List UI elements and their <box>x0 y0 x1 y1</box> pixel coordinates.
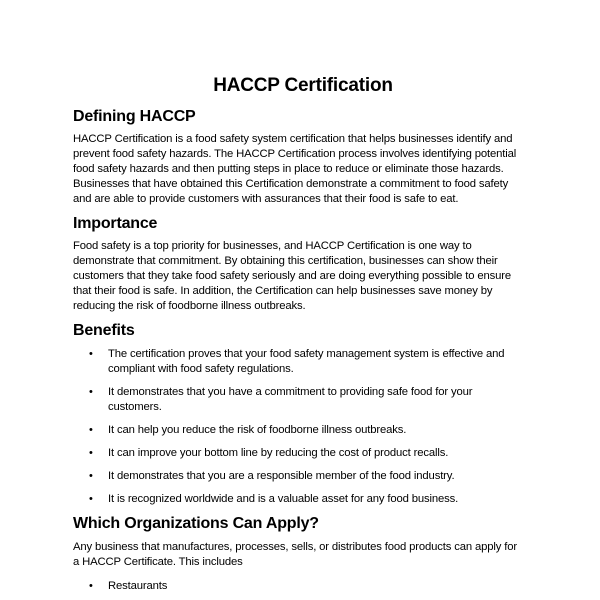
section-paragraph: HACCP Certification is a food safety system certification that helps businesses identify and prevent food safety hazards. The HACCP Certification process involves identifying potential food safety hazards and then putting steps in place to reduce or eliminate those hazards. Businesses that have obtained this Certification demonstrate a commitment to food safety and are able to provide customers with assurances that their food is safe to eat. <box>73 133 517 205</box>
bullet-icon: • <box>89 470 93 482</box>
section-which-organizations <box>73 513 533 594</box>
list-item: • It is recognized worldwide and is a valuable asset for any food business. <box>89 493 459 505</box>
organizations-list <box>73 579 533 594</box>
list-item: • Restaurants <box>89 580 168 592</box>
list-item: • It demonstrates that you are a responsible member of the food industry. <box>89 470 455 482</box>
list-item: • It can help you reduce the risk of foodborne illness outbreaks. <box>89 424 407 436</box>
bullet-icon: • <box>89 424 93 436</box>
list-item: • It can improve your bottom line by reducing the cost of product recalls. <box>89 447 449 459</box>
section-defining-haccp <box>73 106 533 207</box>
section-paragraph: Any business that manufactures, processes, sells, or distributes food products can apply for a HACCP Certificate. This includes <box>73 541 517 568</box>
section-heading: Benefits <box>73 322 135 339</box>
section-benefits <box>73 320 533 507</box>
bullet-icon: • <box>89 348 93 360</box>
bullet-icon: • <box>89 580 93 592</box>
benefits-list <box>73 347 533 507</box>
section-heading: Importance <box>73 215 158 232</box>
bullet-icon: • <box>89 493 93 505</box>
list-item: • The certification proves that your food safety management system is effective and compliant with food safety regulations. <box>89 348 505 375</box>
document-content <box>73 72 533 594</box>
bullet-icon: • <box>89 386 93 398</box>
section-paragraph: Food safety is a top priority for businesses, and HACCP Certification is one way to demonstrate that commitment. By obtaining this certification, businesses can show their customers that they take food safety seriously and are doing everything possible to ensure that their food is safe. In addition, the Certification can help businesses save money by reducing the risk of foodborne illness outbreaks. <box>73 240 512 312</box>
bullet-icon: • <box>89 447 93 459</box>
page-title: HACCP Certification <box>213 75 393 96</box>
list-item: • It demonstrates that you have a commitment to providing safe food for your customers. <box>89 386 473 413</box>
section-heading: Which Organizations Can Apply? <box>73 515 319 532</box>
section-importance <box>73 213 533 314</box>
section-heading: Defining HACCP <box>73 108 196 125</box>
